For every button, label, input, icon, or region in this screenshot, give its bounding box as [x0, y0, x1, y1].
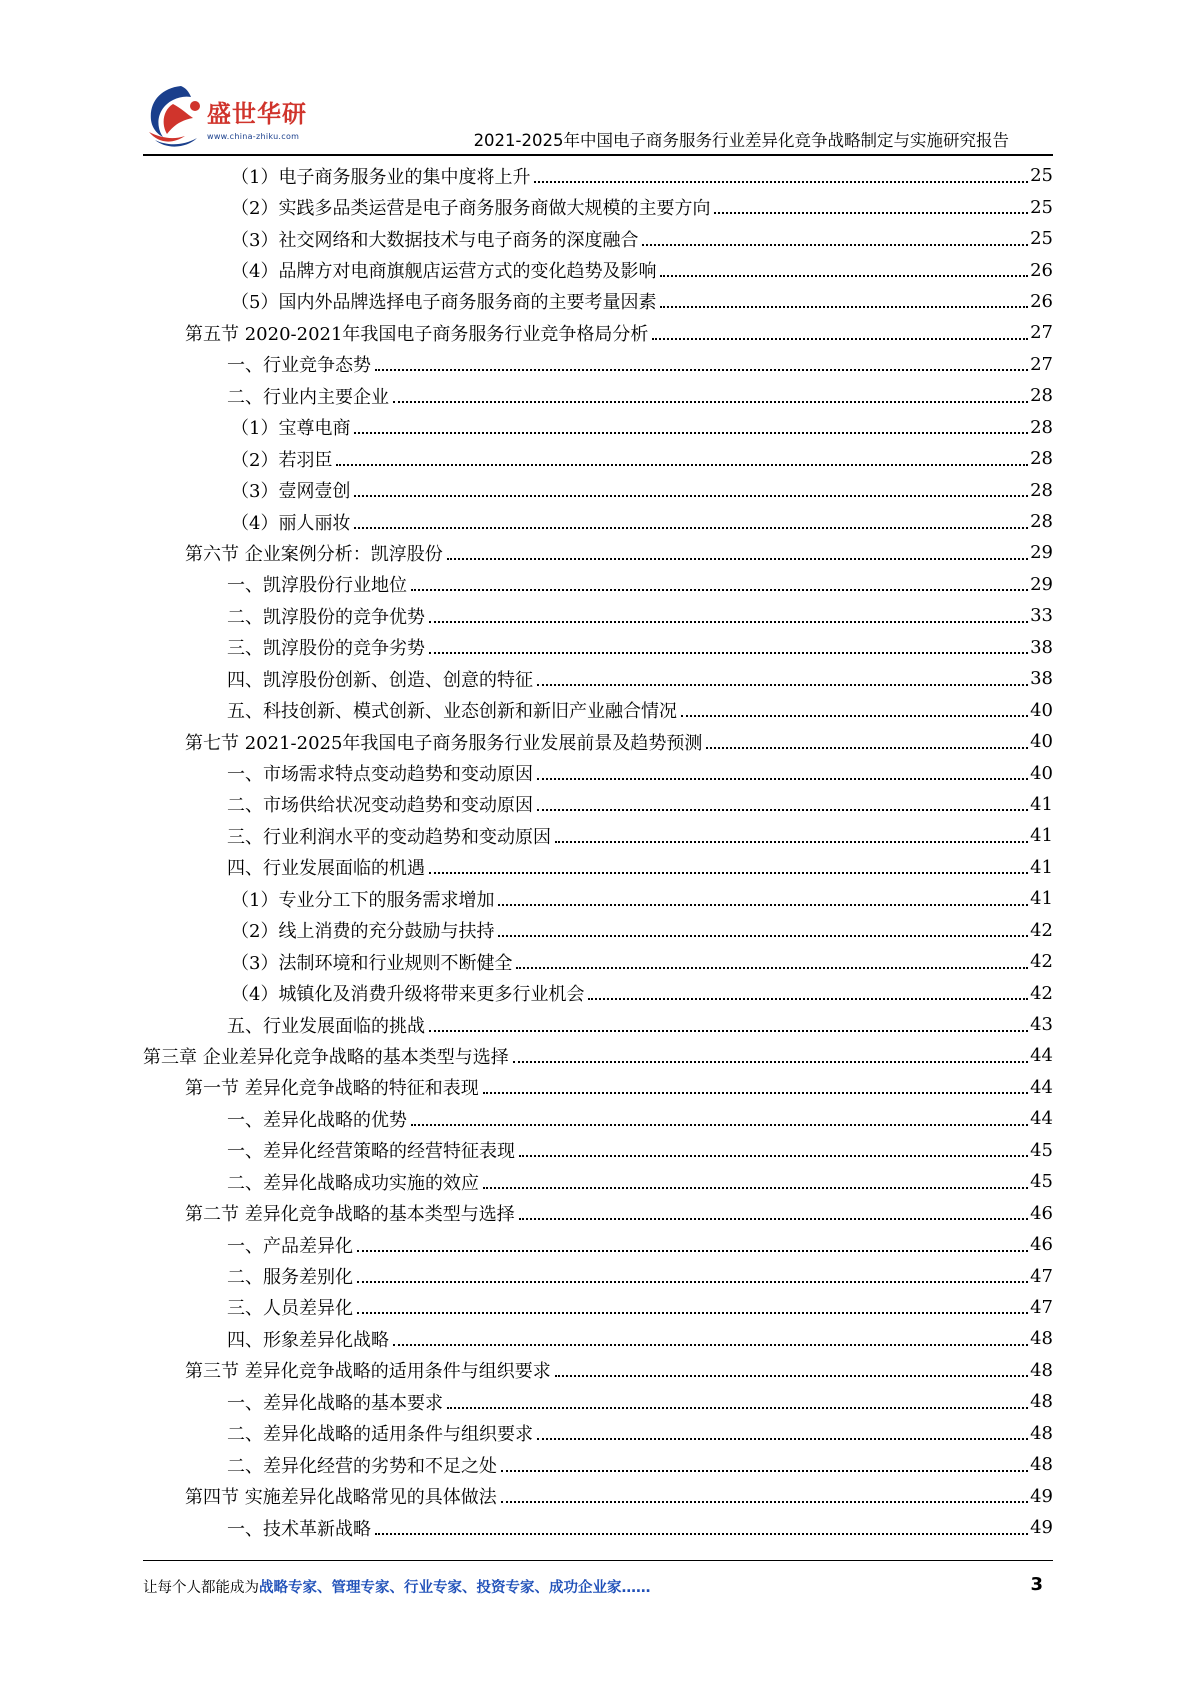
- toc-entry-title: 三、人员差异化: [227, 1298, 353, 1320]
- toc-entry[interactable]: [143, 1386, 1053, 1417]
- toc-entry-title: 五、科技创新、模式创新、业态创新和新旧产业融合情况: [227, 701, 677, 723]
- toc-dot-leader: [429, 872, 1028, 874]
- toc-dot-leader: [537, 778, 1028, 780]
- toc-entry-page: 48: [1030, 1422, 1053, 1444]
- toc-entry-title: （1）专业分工下的服务需求增加: [231, 889, 495, 911]
- toc-entry[interactable]: [143, 663, 1053, 694]
- toc-entry-title: 二、差异化战略成功实施的效应: [227, 1172, 479, 1194]
- toc-dot-leader: [537, 809, 1028, 811]
- toc-dot-leader: [429, 1030, 1028, 1032]
- toc-entry-title: 一、差异化战略的优势: [227, 1109, 407, 1131]
- toc-entry-page: 45: [1030, 1139, 1053, 1161]
- toc-entry-page: 49: [1030, 1485, 1053, 1507]
- toc-entry-page: 25: [1030, 196, 1053, 218]
- toc-entry-title: 二、市场供给状况变动趋势和变动原因: [227, 795, 533, 817]
- toc-entry[interactable]: [143, 820, 1053, 851]
- footer-slogan: [143, 1576, 651, 1597]
- toc-entry-page: 42: [1030, 982, 1053, 1004]
- toc-entry[interactable]: [143, 412, 1053, 443]
- toc-dot-leader: [393, 1344, 1028, 1346]
- toc-entry-page: 47: [1030, 1265, 1053, 1287]
- toc-entry-title: 一、差异化战略的基本要求: [227, 1392, 443, 1414]
- toc-entry-page: 46: [1030, 1202, 1053, 1224]
- toc-dot-leader: [519, 1155, 1028, 1157]
- page-number: 3: [1030, 1574, 1043, 1595]
- toc-entry-title: （4）丽人丽妆: [231, 512, 351, 534]
- toc-dot-leader: [483, 1187, 1028, 1189]
- toc-entry[interactable]: [143, 726, 1053, 757]
- toc-entry[interactable]: [143, 632, 1053, 663]
- toc-dot-leader: [357, 1312, 1028, 1314]
- toc-entry-title: （5）国内外品牌选择电子商务服务商的主要考量因素: [231, 292, 657, 314]
- page-header: [143, 80, 1053, 154]
- toc-dot-leader: [357, 1250, 1028, 1252]
- toc-entry[interactable]: [143, 1449, 1053, 1480]
- toc-entry[interactable]: [143, 317, 1053, 348]
- toc-entry-title: （3）壹网壹创: [231, 481, 351, 503]
- footer-slogan-prefix: 让每个人都能成为: [143, 1580, 259, 1596]
- toc-dot-leader: [447, 558, 1028, 560]
- toc-entry[interactable]: [143, 1197, 1053, 1228]
- footer-divider: [143, 1560, 1053, 1561]
- toc-entry-page: 48: [1030, 1391, 1053, 1413]
- toc-entry-title: （2）线上消费的充分鼓励与扶持: [231, 921, 495, 943]
- toc-entry-title: 一、产品差异化: [227, 1235, 353, 1257]
- toc-entry-page: 28: [1030, 448, 1053, 470]
- toc-entry-title: 第一节 差异化竞争战略的特征和表现: [185, 1078, 479, 1100]
- toc-entry[interactable]: [143, 506, 1053, 537]
- toc-entry-page: 42: [1030, 951, 1053, 973]
- toc-entry-title: 一、市场需求特点变动趋势和变动原因: [227, 764, 533, 786]
- toc-entry-title: 第七节 2021-2025年我国电子商务服务行业发展前景及趋势预测: [185, 732, 703, 754]
- toc-entry-title: （2）实践多品类运营是电子商务服务商做大规模的主要方向: [231, 198, 711, 220]
- toc-dot-leader: [652, 338, 1028, 340]
- toc-entry[interactable]: [143, 1480, 1053, 1511]
- toc-entry[interactable]: [143, 286, 1053, 317]
- toc-entry-title: 一、差异化经营策略的经营特征表现: [227, 1141, 515, 1163]
- toc-entry[interactable]: [143, 537, 1053, 568]
- toc-entry-title: 一、凯淳股份行业地位: [227, 575, 407, 597]
- toc-entry-page: 48: [1030, 1359, 1053, 1381]
- toc-entry-page: 41: [1030, 793, 1053, 815]
- toc-entry-title: 第五节 2020-2021年我国电子商务服务行业竞争格局分析: [185, 323, 649, 345]
- toc-entry-page: 28: [1030, 511, 1053, 533]
- toc-entry[interactable]: [143, 569, 1053, 600]
- page-footer: [143, 1576, 1043, 1600]
- table-of-contents: [143, 160, 1053, 1543]
- toc-entry-title: （4）品牌方对电商旗舰店运营方式的变化趋势及影响: [231, 261, 657, 283]
- toc-entry-title: （1）宝尊电商: [231, 418, 351, 440]
- toc-entry-page: 41: [1030, 888, 1053, 910]
- toc-dot-leader: [537, 1438, 1028, 1440]
- toc-dot-leader: [681, 715, 1028, 717]
- logo-text: 盛世华研: [207, 100, 307, 128]
- toc-entry-title: 四、形象差异化战略: [227, 1329, 389, 1351]
- toc-entry[interactable]: [143, 443, 1053, 474]
- toc-entry-title: 三、行业利润水平的变动趋势和变动原因: [227, 826, 551, 848]
- toc-entry-page: 29: [1030, 573, 1053, 595]
- toc-entry[interactable]: [143, 789, 1053, 820]
- toc-entry-page: 48: [1030, 1328, 1053, 1350]
- logo-url: www.china-zhiku.com: [207, 132, 300, 141]
- toc-entry-page: 42: [1030, 919, 1053, 941]
- toc-entry[interactable]: [143, 1355, 1053, 1386]
- toc-dot-leader: [555, 1375, 1028, 1377]
- toc-dot-leader: [660, 275, 1028, 277]
- toc-entry-title: 二、行业内主要企业: [227, 386, 389, 408]
- toc-dot-leader: [642, 244, 1028, 246]
- toc-entry[interactable]: [143, 191, 1053, 222]
- logo-icon: [143, 82, 213, 150]
- toc-entry-page: 26: [1030, 259, 1053, 281]
- toc-entry-page: 41: [1030, 856, 1053, 878]
- toc-dot-leader: [537, 684, 1028, 686]
- toc-entry-page: 28: [1030, 416, 1053, 438]
- toc-entry[interactable]: [143, 1512, 1053, 1543]
- toc-entry-title: 第三节 差异化竞争战略的适用条件与组织要求: [185, 1361, 551, 1383]
- toc-entry-page: 44: [1030, 1076, 1053, 1098]
- toc-entry[interactable]: [143, 474, 1053, 505]
- toc-entry-title: 第四节 实施差异化战略常见的具体做法: [185, 1487, 497, 1509]
- logo: [143, 80, 323, 152]
- toc-entry-title: （3）法制环境和行业规则不断健全: [231, 952, 513, 974]
- toc-dot-leader: [336, 464, 1028, 466]
- toc-dot-leader: [375, 1533, 1028, 1535]
- toc-dot-leader: [513, 1061, 1028, 1063]
- toc-entry-title: 四、行业发展面临的机遇: [227, 858, 425, 880]
- toc-dot-leader: [501, 1501, 1028, 1503]
- toc-entry[interactable]: [143, 1418, 1053, 1449]
- toc-entry-title: 二、服务差别化: [227, 1267, 353, 1289]
- toc-entry[interactable]: [143, 1260, 1053, 1291]
- toc-entry-title: 二、凯淳股份的竞争优势: [227, 606, 425, 628]
- header-divider: [143, 154, 1053, 156]
- toc-dot-leader: [357, 1281, 1028, 1283]
- toc-dot-leader: [411, 1124, 1028, 1126]
- toc-entry[interactable]: [143, 757, 1053, 788]
- toc-entry-title: 二、差异化经营的劣势和不足之处: [227, 1455, 497, 1477]
- toc-entry[interactable]: [143, 600, 1053, 631]
- toc-dot-leader: [660, 306, 1028, 308]
- toc-dot-leader: [519, 1218, 1028, 1220]
- toc-entry[interactable]: [143, 946, 1053, 977]
- footer-slogan-highlight: 战略专家、管理专家、行业专家、投资专家、成功企业家……: [259, 1580, 651, 1596]
- toc-entry-page: 41: [1030, 825, 1053, 847]
- toc-entry[interactable]: [143, 852, 1053, 883]
- toc-dot-leader: [714, 212, 1028, 214]
- toc-dot-leader: [354, 495, 1028, 497]
- toc-entry[interactable]: [143, 1009, 1053, 1040]
- toc-entry[interactable]: [143, 1229, 1053, 1260]
- toc-entry[interactable]: [143, 915, 1053, 946]
- toc-entry-page: 28: [1030, 479, 1053, 501]
- toc-entry-page: 25: [1030, 165, 1053, 187]
- toc-entry[interactable]: [143, 1135, 1053, 1166]
- toc-dot-leader: [516, 967, 1028, 969]
- toc-entry-page: 45: [1030, 1171, 1053, 1193]
- toc-entry[interactable]: [143, 349, 1053, 380]
- toc-dot-leader: [429, 621, 1028, 623]
- toc-entry-page: 40: [1030, 762, 1053, 784]
- toc-entry-title: 第六节 企业案例分析：凯淳股份: [185, 543, 443, 565]
- toc-entry-title: 一、技术革新战略: [227, 1518, 371, 1540]
- toc-entry-title: 二、差异化战略的适用条件与组织要求: [227, 1424, 533, 1446]
- toc-dot-leader: [411, 589, 1028, 591]
- toc-entry-title: （1）电子商务服务业的集中度将上升: [231, 166, 531, 188]
- toc-entry-page: 43: [1030, 1014, 1053, 1036]
- toc-entry-title: 一、行业竞争态势: [227, 355, 371, 377]
- toc-entry[interactable]: [143, 380, 1053, 411]
- toc-entry[interactable]: [143, 1323, 1053, 1354]
- toc-entry-title: 三、凯淳股份的竞争劣势: [227, 638, 425, 660]
- toc-entry[interactable]: [143, 1040, 1053, 1071]
- toc-entry-page: 38: [1030, 636, 1053, 658]
- toc-dot-leader: [498, 904, 1028, 906]
- toc-dot-leader: [534, 181, 1028, 183]
- toc-entry-title: 第二节 差异化竞争战略的基本类型与选择: [185, 1204, 515, 1226]
- toc-entry-page: 33: [1030, 605, 1053, 627]
- toc-entry-title: 四、凯淳股份创新、创造、创意的特征: [227, 669, 533, 691]
- toc-entry-page: 44: [1030, 1108, 1053, 1130]
- toc-dot-leader: [498, 935, 1028, 937]
- toc-entry-page: 38: [1030, 668, 1053, 690]
- toc-entry-title: （4）城镇化及消费升级将带来更多行业机会: [231, 984, 585, 1006]
- toc-dot-leader: [393, 401, 1028, 403]
- toc-entry-page: 49: [1030, 1517, 1053, 1539]
- toc-entry[interactable]: [143, 160, 1053, 191]
- toc-entry-page: 46: [1030, 1234, 1053, 1256]
- toc-entry-page: 40: [1030, 699, 1053, 721]
- toc-entry-page: 27: [1030, 353, 1053, 375]
- toc-entry-page: 25: [1030, 228, 1053, 250]
- toc-entry-page: 40: [1030, 731, 1053, 753]
- toc-dot-leader: [354, 527, 1028, 529]
- toc-entry-page: 47: [1030, 1296, 1053, 1318]
- toc-dot-leader: [447, 1407, 1028, 1409]
- toc-entry[interactable]: [143, 694, 1053, 725]
- toc-dot-leader: [429, 652, 1028, 654]
- toc-entry-page: 26: [1030, 290, 1053, 312]
- toc-entry-page: 44: [1030, 1045, 1053, 1067]
- toc-dot-leader: [354, 432, 1028, 434]
- toc-entry[interactable]: [143, 977, 1053, 1008]
- toc-entry-page: 27: [1030, 322, 1053, 344]
- toc-entry[interactable]: [143, 1103, 1053, 1134]
- toc-dot-leader: [706, 747, 1028, 749]
- toc-entry-title: （3）社交网络和大数据技术与电子商务的深度融合: [231, 229, 639, 251]
- toc-dot-leader: [555, 841, 1028, 843]
- toc-dot-leader: [375, 369, 1028, 371]
- toc-dot-leader: [588, 998, 1028, 1000]
- toc-entry[interactable]: [143, 1072, 1053, 1103]
- toc-entry-page: 48: [1030, 1454, 1053, 1476]
- toc-entry-title: （2）若羽臣: [231, 449, 333, 471]
- toc-entry-page: 29: [1030, 542, 1053, 564]
- toc-entry-page: 28: [1030, 385, 1053, 407]
- toc-entry[interactable]: [143, 1166, 1053, 1197]
- toc-dot-leader: [501, 1470, 1028, 1472]
- toc-entry[interactable]: [143, 883, 1053, 914]
- report-title: 2021-2025年中国电子商务服务行业差异化竞争战略制定与实施研究报告: [473, 131, 1009, 150]
- toc-dot-leader: [483, 1092, 1028, 1094]
- toc-entry[interactable]: [143, 223, 1053, 254]
- toc-entry-title: 五、行业发展面临的挑战: [227, 1015, 425, 1037]
- toc-entry-title: 第三章 企业差异化竞争战略的基本类型与选择: [143, 1046, 509, 1068]
- toc-entry[interactable]: [143, 1292, 1053, 1323]
- toc-entry[interactable]: [143, 254, 1053, 285]
